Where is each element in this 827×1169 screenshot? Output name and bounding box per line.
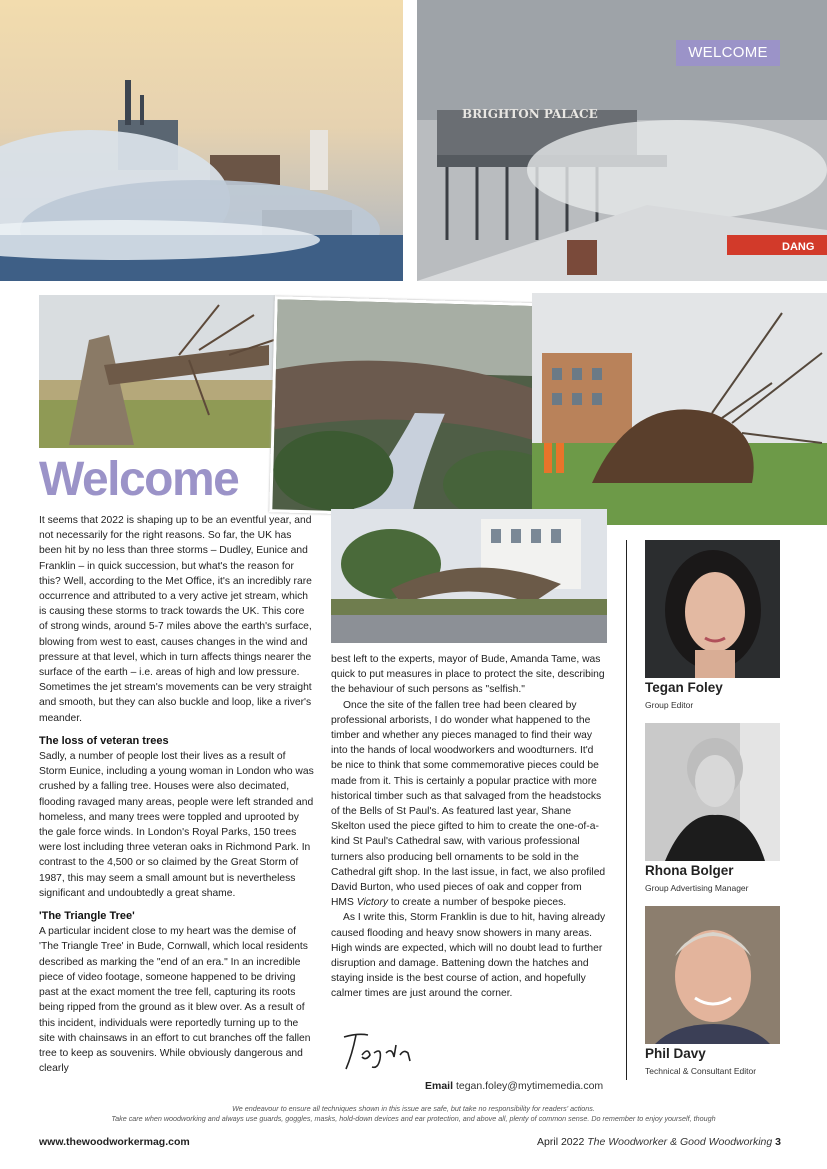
footer-magazine-name: The Woodworker & Good Woodworking <box>587 1136 773 1148</box>
pier-sign-text: BRIGHTON PALACE <box>462 107 598 121</box>
veteran-trees-paragraph: Sadly, a number of people lost their lives as a result of Storm Eunice, including a young woman in London who was crushed by a falling tree. Houses were also decimated, flooding ravaged many areas, people were left stranded and homeless, and many trees were toppled and uprooted by the gale force winds. In London's Royal Parks, 150 trees were lost including three veteran oaks in Richmond Park. In contrast to the 4,500 or so claimed by the Great Storm of 1987, this may seem a small amount but is nevertheless significant and undoubtedly a great shame. <box>39 751 314 899</box>
uprooted-tree-building-photo <box>532 293 827 525</box>
page-title: Welcome <box>39 453 239 506</box>
safety-disclaimer-line-1: We endeavour to ensure all techniques shown in this issue are safe, but take no responsibility for readers' actions. <box>232 1104 595 1113</box>
svg-text:Tegan: Tegan <box>238 925 241 926</box>
article-column-1 <box>39 513 315 1076</box>
staff-role-rhona: Group Advertising Manager <box>645 883 749 893</box>
storm-waves-photo <box>0 0 403 281</box>
danger-sign-text: DANG <box>782 241 815 253</box>
col2-paragraph-1: best left to the experts, mayor of Bude, Amanda Tame, was quick to put measures in place to protect the site, describing the behaviour of such persons as "selfish." <box>331 654 605 696</box>
intro-paragraph: It seems that 2022 is shaping up to be an eventful year, and not necessarily for the right reasons. So far, the UK has been hit by no less than three storms – Dudley, Eunice and Franklin – in quick succession, but what's the reason for this? Well, according to the Met Office, it's an incredibly rare occurrence and attributed to a very active jet stream, which is causing these storms to track towards the UK. This core of strong winds, around 5-7 miles above the earth's surface, blowing from west to east, causes changes in the wind and pressure at that level, which in turn affects things nearer the surface of the earth – i.e. areas of high and low pressure. Sometimes the jet stream's movements can be very straight and smooth, but they can also buckle and loop, like a river's meander. <box>39 515 312 724</box>
triangle-tree-photo <box>331 509 607 643</box>
editor-signature <box>238 925 418 1075</box>
staff-photo-tegan <box>645 540 780 678</box>
section-heading-veteran-trees: The loss of veteran trees <box>39 734 169 747</box>
triangle-tree-paragraph: A particular incident close to my heart was the demise of 'The Triangle Tree' in Bude, Cornwall, which local residents described as marking the "end of an era." In an incredible piece of video footage, someone happened to be driving past at the exact moment the tree fell, capturing its roots being ripped from the ground as it blew over. As a result of this incident, individuals were reportedly turning up to the site with chainsaws in an effort to cut branches off the fallen tree to keep as souvenirs. While obviously dangerous and clearly <box>39 926 311 1075</box>
staff-name-rhona: Rhona Bolger <box>645 863 734 878</box>
column-divider <box>626 540 627 1080</box>
safety-disclaimer-line-2: Take care when woodworking and always use guards, goggles, masks, hold-down devices and ear protection, and above all, plenty of common sense. Do remember to enjoy yourself, though <box>111 1114 716 1123</box>
fallen-tree-field-photo <box>39 295 275 448</box>
staff-role-tegan: Group Editor <box>645 700 694 710</box>
staff-name-phil: Phil Davy <box>645 1046 706 1061</box>
ship-name: Victory <box>356 897 389 909</box>
page-number: 3 <box>775 1136 781 1148</box>
footer-issue-date: April 2022 <box>537 1136 585 1148</box>
section-badge: WELCOME <box>676 40 780 66</box>
article-column-2 <box>331 652 607 1002</box>
fallen-tree-stream-photo <box>269 296 561 519</box>
staff-role-phil: Technical & Consultant Editor <box>645 1066 757 1076</box>
footer-website[interactable]: www.thewoodworkermag.com <box>39 1136 190 1148</box>
editor-email[interactable]: Email tegan.foley@mytimemedia.com <box>425 1080 604 1092</box>
col2-paragraph-2: Once the site of the fallen tree had been cleared by professional arborists, I do wonder what happened to the timber and whether any pieces managed to find their way into the hands of local woodworkers and woodturners. It'd be nice to think that some commemorative pieces could be made from it. This is certainly a popular practice with more historical timber such as that salvaged from the headstocks of the Bells of St Paul's. As featured last year, Shane Skelton used the piece gifted to him to create the one-of-a-kind St Paul's Cathedral saw, with various professional turners also producing bell ornaments to be sold in the Cathedral gift shop. In the last issue, in fact, we also profiled David Burton, who used pieces of oak and copper from HMS Victory to create a number of bespoke pieces. <box>331 699 606 909</box>
staff-photo-rhona <box>645 723 780 861</box>
section-heading-triangle-tree: 'The Triangle Tree' <box>39 910 135 923</box>
footer-issue-info <box>537 1136 781 1148</box>
col2-paragraph-3: As I write this, Storm Franklin is due to hit, having already caused flooding and heavy snow showers in many areas. High winds are expected, which will no doubt lead to further disruption and damage. Battening down the hatches and staying inside is the best course of action, and hopefully calmer times are just around the corner. <box>331 912 606 1000</box>
staff-name-tegan: Tegan Foley <box>645 680 723 695</box>
staff-photo-phil <box>645 906 780 1044</box>
